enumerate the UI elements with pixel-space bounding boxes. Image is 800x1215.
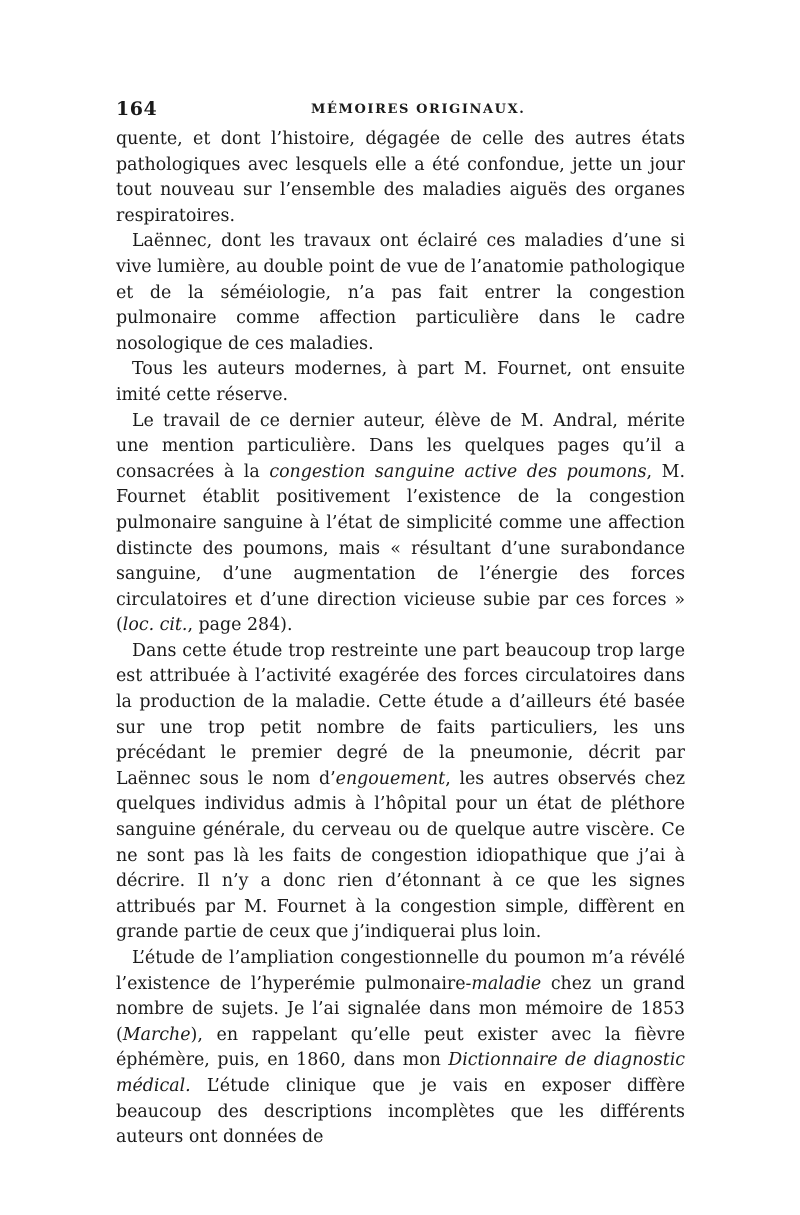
text-run: Dans cette étude trop restreinte une part beaucoup trop large est attribuée à l’activité exagérée des forces circulatoires dans la production de la maladie. Cette étude a d’ailleurs été basée sur une trop petit nombre de faits particuliers, les uns précédant le premier degré de la pneumonie, décrit par Laënnec sous le nom d’ <box>116 640 685 789</box>
text-run: L’étude clinique que je vais en exposer diffère beaucoup des descriptions incomplètes que les différents auteurs ont données de <box>116 1075 685 1148</box>
text-run: Tous les auteurs modernes, à part M. Fournet, ont ensuite imité cette réserve. <box>116 359 685 405</box>
paragraph <box>116 639 685 946</box>
paragraph <box>116 229 685 357</box>
italic-run: Dictionnaire de diagnostic médical. <box>116 1050 685 1096</box>
paragraph <box>116 409 685 639</box>
page-header <box>116 98 686 122</box>
italic-run: Marche <box>122 1024 191 1045</box>
italic-run: loc. cit. <box>122 615 188 636</box>
paragraph <box>116 127 685 229</box>
running-head: MÉMOIRES ORIGINAUX. <box>311 102 526 117</box>
text-run: Laënnec, dont les travaux ont éclairé ces maladies d’une si vive lumière, au double point de vue de l’anatomie pathologique et de la séméiologie, n’a pas fait entrer la congestion pulmonaire comme affection particulière dans le cadre nosologique de ces maladies. <box>116 231 685 354</box>
italic-run: congestion sanguine active des poumons <box>269 461 647 482</box>
italic-run: maladie <box>471 973 542 994</box>
paragraph <box>116 946 685 1151</box>
text-run: , M. Fournet établit positivement l’existence de la congestion pulmonaire sanguine à l’état de simplicité comme une affection distincte des poumons, mais « résultant d’une surabondance sanguine, d’une augmentation de l’énergie des forces circulatoires et d’une direction vicieuse subie par ces forces » ( <box>116 461 685 636</box>
body-text <box>116 127 685 1151</box>
paragraph <box>116 357 685 408</box>
text-run: quente, et dont l’histoire, dégagée de celle des autres états pathologiques avec lesquels elle a été confondue, jette un jour tout nouveau sur l’ensemble des maladies aiguës des organes respiratoires. <box>116 129 685 226</box>
text-run: ), en rappelant qu’elle peut exister avec la fièvre éphémère, puis, en 1860, dans mon <box>116 1024 685 1071</box>
text-run: , page 284). <box>187 615 293 636</box>
text-run: Le travail de ce dernier auteur, élève de M. Andral, mérite une mention particulière. Dans les quelques pages qu’il a consacrées à la <box>116 410 685 482</box>
text-run: chez un grand nombre de sujets. Je l’ai signalée dans mon mémoire de 1853 ( <box>116 973 685 1045</box>
text-run: , les autres observés chez quelques individus admis à l’hôpital pour un état de pléthore sanguine générale, du cerveau ou de quelque autre viscère. Ce ne sont pas là les faits de congestion idiopathique que j’ai à décrire. Il n’y a donc rien d’étonnant à ce que les signes attribués par M. Fournet à la congestion simple, diffèrent en grande partie de ceux que j’indiquerai plus loin. <box>116 768 685 943</box>
italic-run: engouement <box>335 768 446 789</box>
text-run: L’étude de l’ampliation congestionnelle du poumon m’a révélé l’existence de l’hyperémie pulmonaire- <box>116 948 685 994</box>
page-number: 164 <box>116 98 158 120</box>
